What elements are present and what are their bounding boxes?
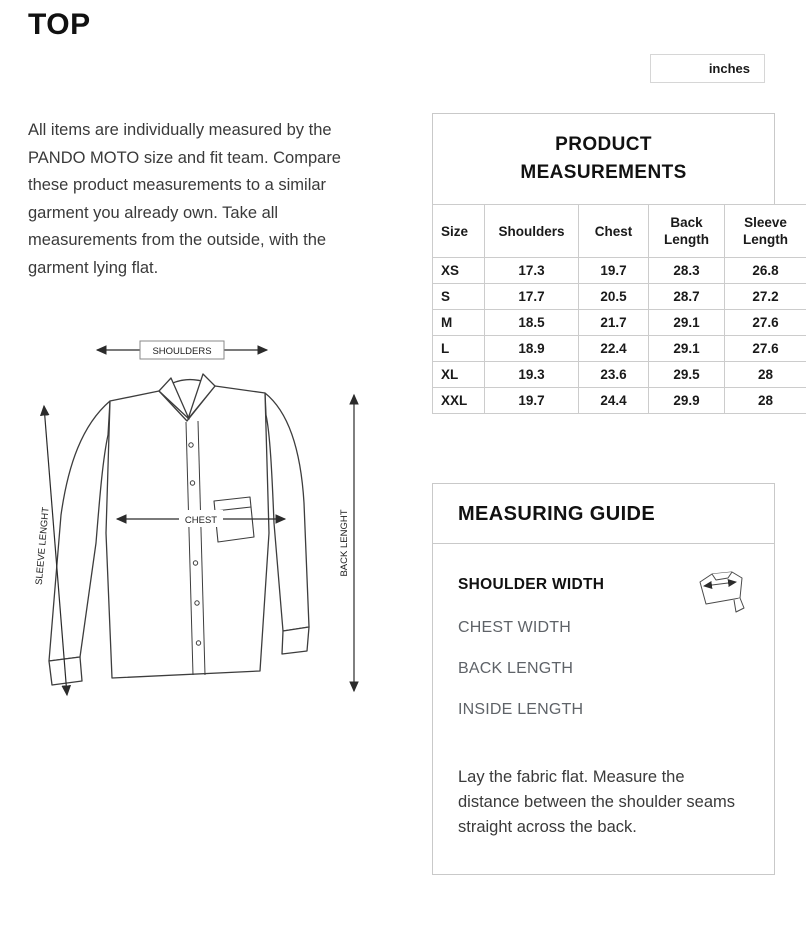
size-cell: L <box>433 336 485 362</box>
product-measurements-section <box>432 113 806 414</box>
shirt-right-sleeve <box>265 393 309 654</box>
measurement-cell: 27.2 <box>725 284 806 310</box>
measurement-cell: 27.6 <box>725 336 806 362</box>
measurement-cell: 28.7 <box>649 284 725 310</box>
measurements-table-head-row <box>433 205 806 258</box>
sleeve-length-label: SLEEVE LENGHT <box>33 506 52 586</box>
measurement-cell: 29.1 <box>649 336 725 362</box>
measurement-cell: 29.9 <box>649 388 725 414</box>
table-row <box>433 284 806 310</box>
table-row <box>433 362 806 388</box>
measurement-cell: 29.5 <box>649 362 725 388</box>
column-header: Back Length <box>649 205 725 258</box>
column-header: Chest <box>579 205 649 258</box>
measurement-cell: 29.1 <box>649 310 725 336</box>
size-table <box>432 204 806 414</box>
measurement-cell: 17.7 <box>485 284 579 310</box>
table-row <box>433 336 806 362</box>
measurement-cell: 27.6 <box>725 310 806 336</box>
measurement-cell: 28 <box>725 388 806 414</box>
measurement-cell: 19.7 <box>485 388 579 414</box>
table-row <box>433 258 806 284</box>
shirt-diagram-svg <box>22 333 377 713</box>
chest-label: CHEST <box>184 515 218 526</box>
shirt-measurement-diagram <box>22 333 377 713</box>
column-header: Sleeve Length <box>725 205 806 258</box>
table-row <box>433 310 806 336</box>
guide-item-inside-length[interactable]: INSIDE LENGTH <box>458 701 584 718</box>
table-row <box>433 388 806 414</box>
size-cell: XL <box>433 362 485 388</box>
measuring-guide-content <box>433 544 774 840</box>
product-measurements-title: PRODUCT MEASUREMENTS <box>432 113 775 205</box>
measurement-cell: 28.3 <box>649 258 725 284</box>
size-cell: M <box>433 310 485 336</box>
shoulder-width-diagram-icon <box>692 564 748 616</box>
measurement-cell: 18.5 <box>485 310 579 336</box>
column-header: Size <box>433 205 485 258</box>
measurement-cell: 28 <box>725 362 806 388</box>
shirt-left-sleeve <box>49 401 110 685</box>
back-length-label: BACK LENGHT <box>339 509 350 577</box>
measurement-cell: 19.7 <box>579 258 649 284</box>
measurement-cell: 20.5 <box>579 284 649 310</box>
guide-description: Lay the fabric flat. Measure the distance between the shoulder seams straight across the back. <box>458 768 736 836</box>
size-cell: XXL <box>433 388 485 414</box>
shoulders-label: SHOULDERS <box>152 346 212 357</box>
measurement-cell: 18.9 <box>485 336 579 362</box>
measuring-guide-section <box>432 483 775 875</box>
measurements-table-body <box>433 258 806 414</box>
measurement-cell: 26.8 <box>725 258 806 284</box>
guide-item-chest-width[interactable]: CHEST WIDTH <box>458 619 572 636</box>
measurement-cell: 23.6 <box>579 362 649 388</box>
measurement-cell: 24.4 <box>579 388 649 414</box>
guide-item-shoulder-width[interactable]: SHOULDER WIDTH <box>458 576 605 593</box>
measurement-cell: 19.3 <box>485 362 579 388</box>
guide-item-back-length[interactable]: BACK LENGTH <box>458 660 574 677</box>
measuring-guide-title: MEASURING GUIDE <box>433 484 774 544</box>
shoulders-arrow <box>97 341 267 359</box>
measurement-cell: 17.3 <box>485 258 579 284</box>
page-title: TOP <box>28 8 91 41</box>
column-header: Shoulders <box>485 205 579 258</box>
size-cell: XS <box>433 258 485 284</box>
measurement-cell: 21.7 <box>579 310 649 336</box>
intro-paragraph: All items are individually measured by the PANDO MOTO size and fit team. Compare these product measurements to a similar garment you already own. Take all measurements from the outside, with the garment lying flat. <box>28 121 341 277</box>
units-toggle-button[interactable]: inches <box>650 54 765 83</box>
measurement-cell: 22.4 <box>579 336 649 362</box>
back-length-arrow <box>339 395 354 691</box>
size-cell: S <box>433 284 485 310</box>
